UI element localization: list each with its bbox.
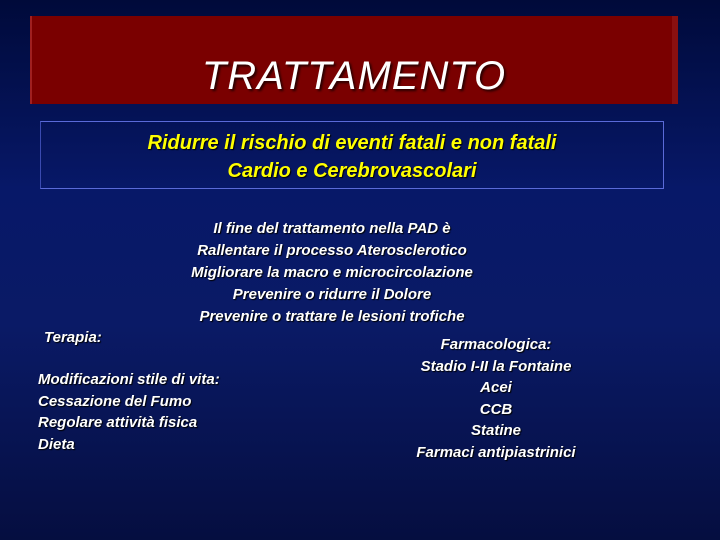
- goal-line: Prevenire o ridurre il Dolore: [232, 286, 432, 303]
- pharma-item: Farmacologica:: [440, 336, 552, 353]
- lifestyle-item: Regolare attività fisica: [38, 414, 198, 431]
- goal-line: Il fine del trattamento nella PAD è: [213, 220, 451, 237]
- goal-line: Rallentare il processo Aterosclerotico: [197, 242, 467, 259]
- pharma-item: Acei: [480, 379, 512, 396]
- slide-title: TRATTAMENTO: [201, 54, 507, 98]
- lifestyle-item: Modificazioni stile di vita:: [38, 371, 220, 388]
- pharma-item: CCB: [479, 400, 513, 418]
- pharma-item: Statine: [470, 422, 521, 439]
- subtitle-line-2: Cardio e Cerebrovascolari: [227, 160, 477, 182]
- treatment-goals: [112, 218, 552, 328]
- lifestyle-list: [38, 369, 220, 455]
- pharmacological-list: [396, 334, 596, 463]
- therapy-label: Terapia:: [44, 329, 102, 346]
- lifestyle-item: Cessazione del Fumo: [38, 392, 192, 410]
- pharma-item: Farmaci antipiastrinici: [416, 443, 576, 461]
- subtitle-line-1: Ridurre il rischio di eventi fatali e non fatali: [147, 132, 557, 154]
- title-bar: [30, 16, 678, 104]
- subtitle-box: [40, 121, 664, 189]
- goal-line: Migliorare la macro e microcircolazione: [191, 264, 473, 281]
- pharma-item: Stadio I-II la Fontaine: [420, 357, 572, 375]
- lifestyle-item: Dieta: [38, 435, 75, 453]
- goal-line: Prevenire o trattare le lesioni trofiche: [199, 308, 465, 325]
